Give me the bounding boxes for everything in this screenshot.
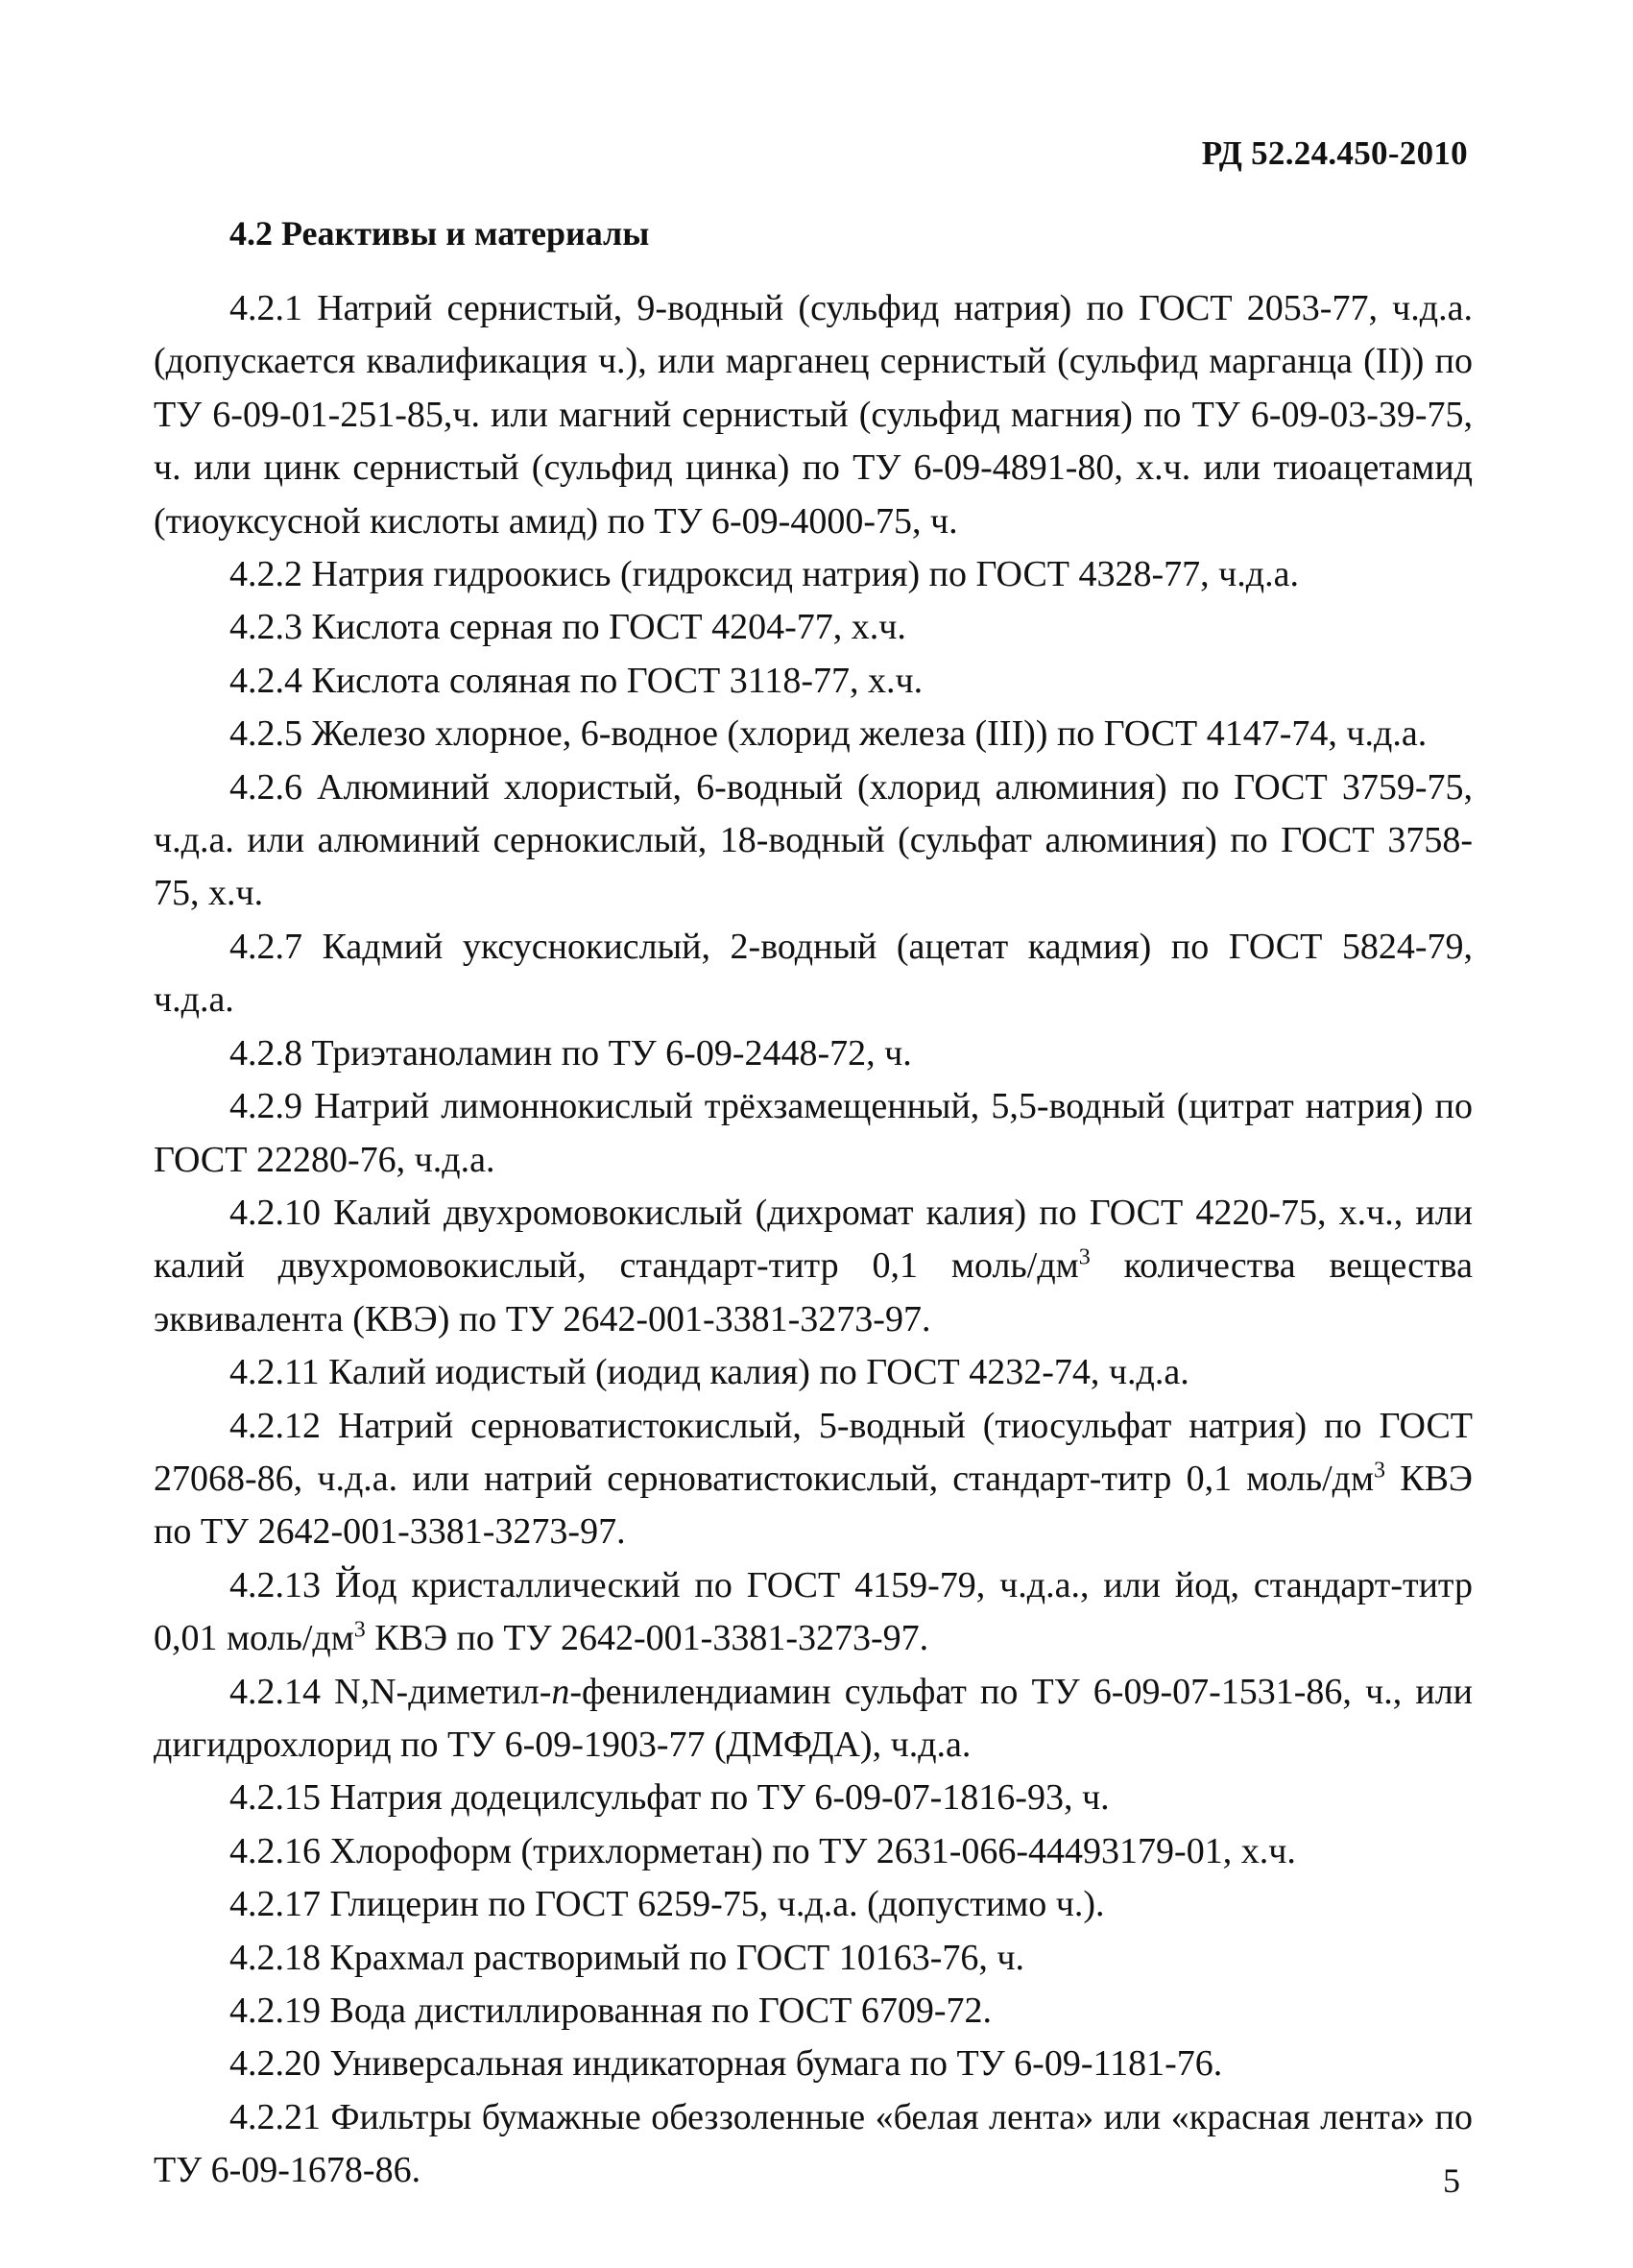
list-item: 4.2.11 Калий иодистый (иодид калия) по ГОСТ 4232-74, ч.д.а. <box>229 1352 1189 1393</box>
list-item: 4.2.17 Глицерин по ГОСТ 6259-75, ч.д.а. (допустимо ч.). <box>229 1884 1105 1925</box>
list-item: 4.2.21 Фильтры бумажные обеззоленные «белая лента» или «красная лента» по ТУ 6-09-1678-86. <box>154 2096 1474 2191</box>
list-item: 4.2.16 Хлороформ (трихлорметан) по ТУ 2631-066-44493179-01, х.ч. <box>229 1830 1296 1871</box>
list-item: 4.2.6 Алюминий хлористый, 6-водный (хлорид алюминия) по ГОСТ 3759-75, ч.д.а. или алюминий сернокислый, 18-водный (сульфат алюминия) по ГОСТ 3758-75, х.ч. <box>154 766 1474 914</box>
list-item: 4.2.1 Натрий сернистый, 9-водный (сульфид натрия) по ГОСТ 2053-77, ч.д.а. (допускается квалификация ч.), или марганец сернистый (сульфид марганца (II)) по ТУ 6-09-01-251-85,ч. или магний сернистый (сульфид магния) по ТУ 6-09-03-39-75, ч. или цинк сернистый (сульфид цинка) по ТУ 6-09-4891-80, х.ч. или тиоацетамид (тиоуксусной кислоты амид) по ТУ 6-09-4000-75, ч. <box>154 288 1473 542</box>
list-item: 4.2.20 Универсальная индикаторная бумага по ТУ 6-09-1181-76. <box>229 2043 1223 2085</box>
list-item: 4.2.2 Натрия гидроокись (гидроксид натрия) по ГОСТ 4328-77, ч.д.а. <box>229 554 1299 595</box>
list-item: 4.2.14 N,N-диметил-п-фенилендиамин сульфат по ТУ 6-09-07-1531-86, ч., или дигидрохлорид по ТУ 6-09-1903-77 (ДМФДА), ч.д.а. <box>154 1671 1473 1765</box>
list-item: 4.2.18 Крахмал растворимый по ГОСТ 10163-76, ч. <box>229 1937 1025 1978</box>
list-item: 4.2.8 Триэтаноламин по ТУ 6-09-2448-72, ч. <box>229 1032 912 1074</box>
list-item: 4.2.12 Натрий серноватистокислый, 5-водный (тиосульфат натрия) по ГОСТ 27068-86, ч.д.а. или натрий серноватистокислый, стандарт-титр 0,1 моль/$дм^3$ КВЭ по ТУ 2642-001-3381-3273-97. <box>154 1405 1473 1553</box>
list-item: 4.2.19 Вода дистиллированная по ГОСТ 6709-72. <box>229 1991 992 2031</box>
list-item: 4.2.9 Натрий лимоннокислый трёхзамещенный, 5,5-водный (цитрат натрия) по ГОСТ 22280-76, ч.д.а. <box>154 1086 1473 1180</box>
list-item: 4.2.13 Йод кристаллический по ГОСТ 4159-79, ч.д.а., или йод, стандарт-титр 0,01 моль/$дм^3$ КВЭ по ТУ 2642-001-3381-3273-97. <box>154 1564 1473 1659</box>
list-item: 4.2.3 Кислота серная по ГОСТ 4204-77, х.ч. <box>229 607 906 648</box>
list-item: 4.2.4 Кислота соляная по ГОСТ 3118-77, х.ч. <box>229 660 924 701</box>
list-item: 4.2.5 Железо хлорное, 6-водное (хлорид железа (III)) по ГОСТ 4147-74, ч.д.а. <box>229 713 1428 755</box>
section-title: 4.2 Реактивы и материалы <box>229 214 650 253</box>
list-item: 4.2.15 Натрия додецилсульфат по ТУ 6-09-07-1816-93, ч. <box>229 1777 1110 1819</box>
document-code: РД 52.24.450-2010 <box>1201 134 1468 172</box>
list-item: 4.2.10 Калий двухромовокислый (дихромат калия) по ГОСТ 4220-75, х.ч., или калий двухромовокислый, стандарт-титр 0,1 моль/$дм^3$ количества вещества эквивалента (КВЭ) по ТУ 2642-001-3381-3273-97. <box>154 1192 1473 1339</box>
page-number: 5 <box>1443 2161 1460 2200</box>
list-item: 4.2.7 Кадмий уксуснокислый, 2-водный (ацетат кадмия) по ГОСТ 5824-79, ч.д.а. <box>154 926 1474 1021</box>
reagents-list <box>154 282 1473 2198</box>
